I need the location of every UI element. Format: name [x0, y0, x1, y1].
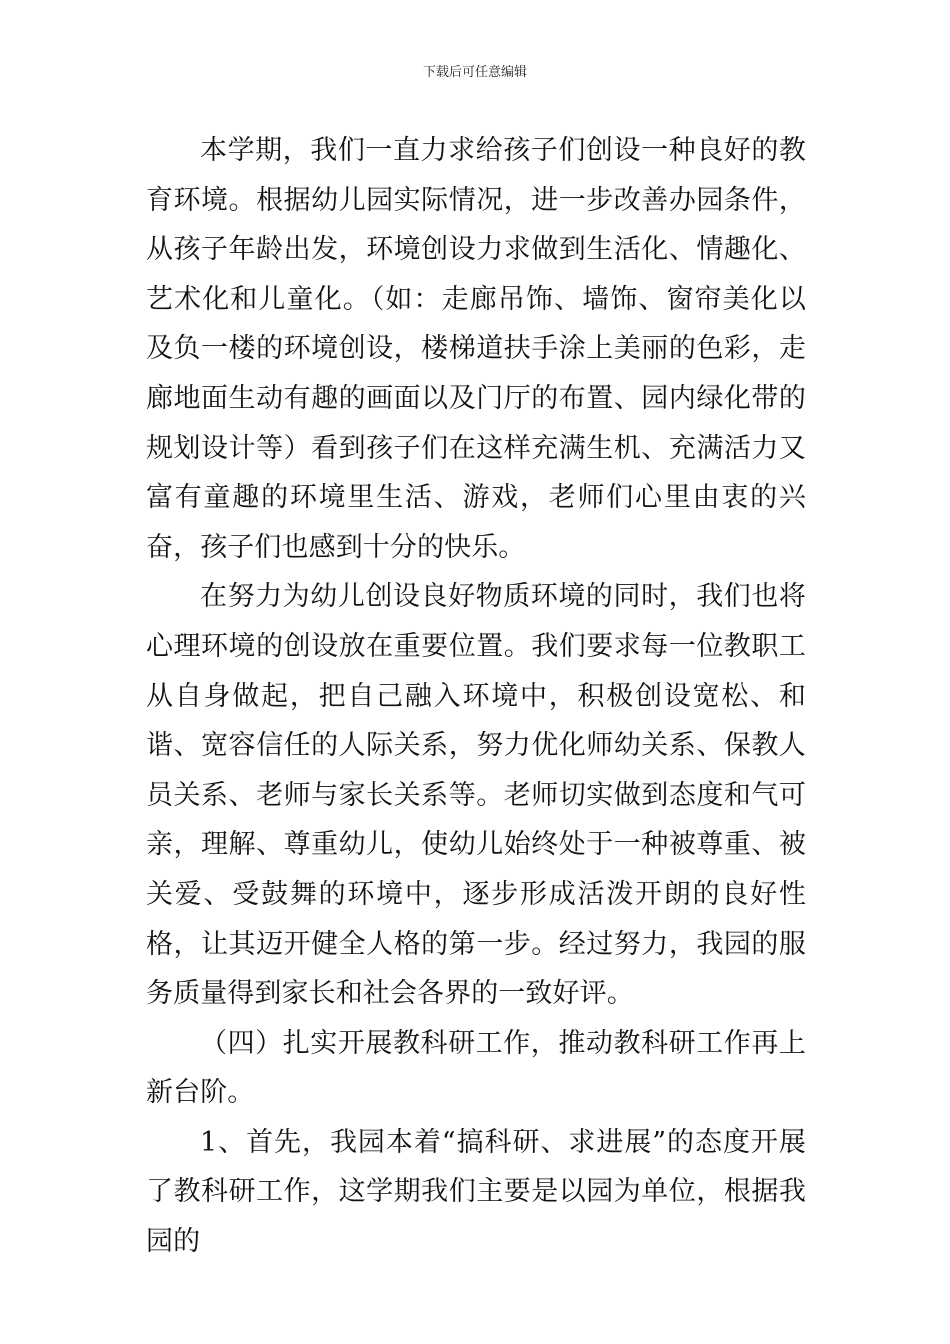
section-heading-research: （四）扎实开展教科研工作，推动教科研工作再上新台阶。: [146, 1027, 806, 1109]
paragraph-psychological-environment: 在努力为幼儿创设良好物质环境的同时，我们也将心理环境的创设放在重要位置。我们要求每一位教职工从自身做起，把自己融入环境中，积极创设宽松、和谐、宽容信任的人际关系，努力优化师幼关系、保教人员关系、老师与家长关系等。老师切实做到态度和气可亲，理解、尊重幼儿，使幼儿始终处于一种被尊重、被关爱、受鼓舞的环境中，逐步形成活泼开朗的良好性格，让其迈开健全人格的第一步。经过努力，我园的服务质量得到家长和社会各界的一致好评。: [146, 581, 806, 1010]
paragraph-research-first: 1、首先，我园本着“搞科研、求进展”的态度开展了教科研工作，这学期我们主要是以园为单位，根据我园的: [146, 1126, 806, 1258]
document-body: [146, 126, 806, 1267]
paragraph-environment: 本学期，我们一直力求给孩子们创设一种良好的教育环境。根据幼儿园实际情况，进一步改善办园条件，从孩子年龄出发，环境创设力求做到生活化、情趣化、艺术化和儿童化。（如：走廊吊饰、墙饰、窗帘美化以及负一楼的环境创设，楼梯道扶手涂上美丽的色彩，走廊地面生动有趣的画面以及门厅的布置、园内绿化带的规划设计等）看到孩子们在这样充满生机、充满活力又富有童趣的环境里生活、游戏，老师们心里由衷的兴奋，孩子们也感到十分的快乐。: [146, 135, 806, 563]
header-note: 下载后可任意编辑: [422, 65, 527, 80]
